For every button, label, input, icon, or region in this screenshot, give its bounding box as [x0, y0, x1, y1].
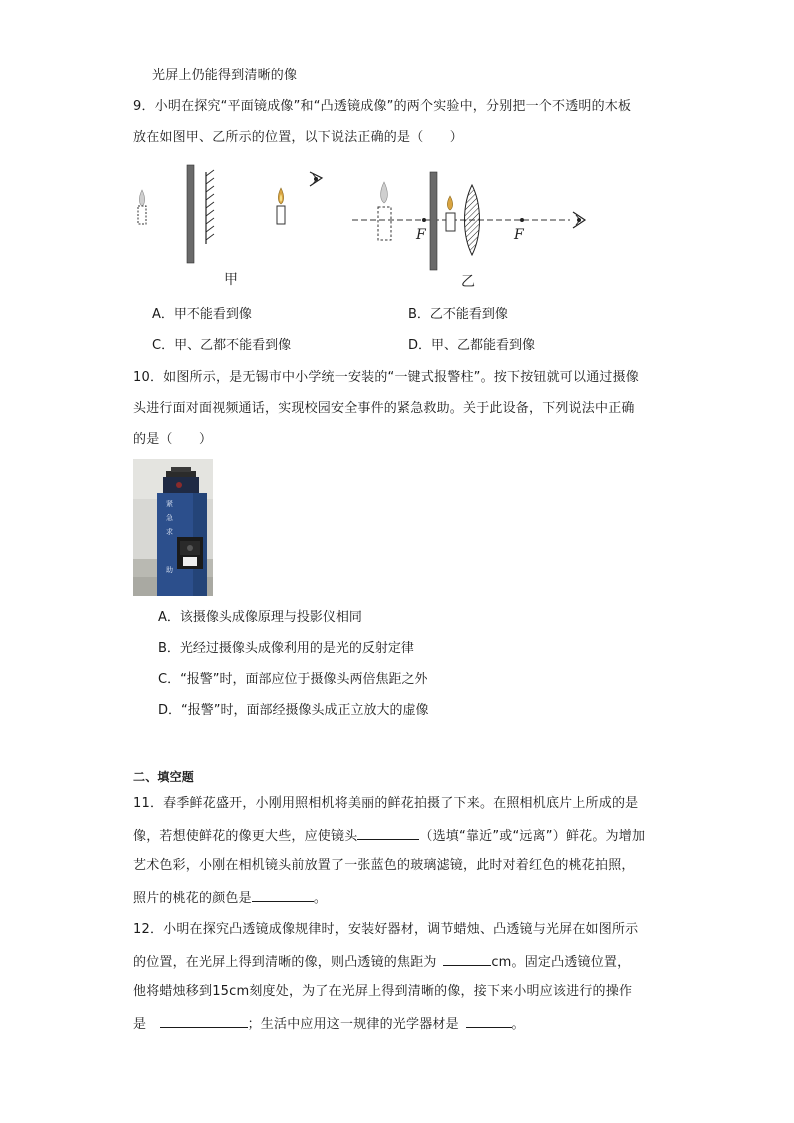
virtual-candle-jia: [138, 190, 146, 224]
q12-blank-operation[interactable]: [160, 1014, 248, 1028]
pillar-char-2: 急: [166, 514, 173, 522]
q9-option-d[interactable]: D．甲、乙都能看到像: [408, 338, 536, 353]
opaque-board-yi: [430, 172, 437, 270]
q12-stem-line-1: 12．小明在探究凸透镜成像规律时，安装好器材，调节蜡烛、凸透镜与光屏在如图所示: [133, 922, 639, 937]
q12-line-4-part-a: 是: [133, 1017, 147, 1032]
convex-lens: [465, 185, 480, 255]
q9-option-c[interactable]: C．甲、乙都不能看到像: [152, 338, 292, 353]
eye-icon-jia: [310, 172, 322, 186]
q12-stem-line-3: 他将蜡烛移到15cm刻度处，为了在光屏上得到清晰的像，接下来小明应该进行的操作: [133, 984, 633, 999]
q9-figure: [130, 160, 600, 292]
pillar-char-3: 求: [166, 528, 173, 536]
opaque-board-jia: [187, 165, 194, 263]
q9-stem-line-1: 9．小明在探究“平面镜成像”和“凸透镜成像”的两个实验中，分别把一个不透明的木板: [133, 99, 632, 114]
q9-stem-line-2: 放在如图甲、乙所示的位置，以下说法正确的是（ ）: [133, 130, 464, 145]
q11-line-2-part-a: 像，若想使鲜花的像更大些，应使镜头: [133, 829, 358, 844]
q10-stem-line-2: 头进行面对面视频通话，实现校园安全事件的紧急救助。关于此设备，下列说法中正确: [133, 401, 635, 416]
q11-blank-2[interactable]: [252, 888, 314, 902]
q11-line-4-part-b: 。: [313, 891, 328, 906]
focus-point-left: [422, 218, 426, 222]
q9-option-a[interactable]: A．甲不能看到像: [152, 307, 252, 322]
q10-stem-line-3: 的是（ ）: [133, 432, 213, 447]
focus-point-right: [520, 218, 524, 222]
q10-option-c[interactable]: C．“报警”时，面部应位于摄像头两倍焦距之外: [158, 672, 428, 687]
eye-icon-yi: [573, 212, 585, 228]
candle-yi: [446, 196, 455, 231]
alarm-pillar-photo: [133, 459, 213, 596]
label-jia: 甲: [224, 272, 238, 288]
q12-stem-line-2: [133, 952, 630, 972]
q12-line-4-part-b: ；生活中应用这一规律的光学器材是: [247, 1017, 459, 1032]
q10-stem-line-1: 10．如图所示，是无锡市中小学统一安装的“一键式报警柱”。按下按钮就可以通过摄像: [133, 370, 640, 385]
q12-blank-focal-length[interactable]: [443, 952, 491, 966]
label-yi: 乙: [461, 274, 475, 290]
q11-stem-line-1: 11．春季鲜花盛开，小刚用照相机将美丽的鲜花拍摄了下来。在照相机底片上所成的是: [133, 796, 639, 811]
q12-line-2-part-a: 的位置，在光屏上得到清晰的像，则凸透镜的焦距为: [133, 955, 437, 970]
pillar-char-1: 紧: [166, 500, 173, 508]
q10-option-a[interactable]: A．该摄像头成像原理与投影仪相同: [158, 610, 362, 625]
q10-option-b[interactable]: B．光经过摄像头成像利用的是光的反射定律: [158, 641, 414, 656]
q12-line-2-part-b: cm。固定凸透镜位置，: [491, 955, 631, 970]
q12-stem-line-4: [133, 1014, 525, 1034]
section-heading-fill-blank: 二、填空题: [133, 770, 195, 784]
q11-line-4-part-a: 照片的桃花的颜色是: [133, 891, 252, 906]
prev-question-tail: 光屏上仍能得到清晰的像: [152, 68, 298, 83]
virtual-candle-yi: [378, 182, 391, 240]
q11-line-2-part-b: （选填“靠近”或“远离”）鲜花。为增加: [419, 829, 646, 844]
q12-line-4-part-c: 。: [511, 1017, 525, 1032]
figure-yi: [352, 172, 585, 290]
pillar-char-4: 助: [166, 566, 173, 574]
q10-option-d[interactable]: D．“报警”时，面部经摄像头成正立放大的虚像: [158, 703, 429, 718]
q9-option-b[interactable]: B．乙不能看到像: [408, 307, 508, 322]
focus-label-left: F: [416, 227, 426, 243]
q12-blank-optical-device[interactable]: [466, 1014, 512, 1028]
focus-label-right: F: [514, 227, 524, 243]
q11-stem-line-3: 艺术色彩，小刚在相机镜头前放置了一张蓝色的玻璃滤镜，此时对着红色的桃花拍照，: [133, 858, 635, 873]
plane-mirror: [206, 170, 214, 244]
candle-jia: [277, 188, 285, 224]
figure-jia: [138, 165, 322, 288]
q11-stem-line-2: [133, 826, 645, 846]
q11-blank-1[interactable]: [357, 826, 419, 840]
q11-stem-line-4: [133, 888, 327, 908]
